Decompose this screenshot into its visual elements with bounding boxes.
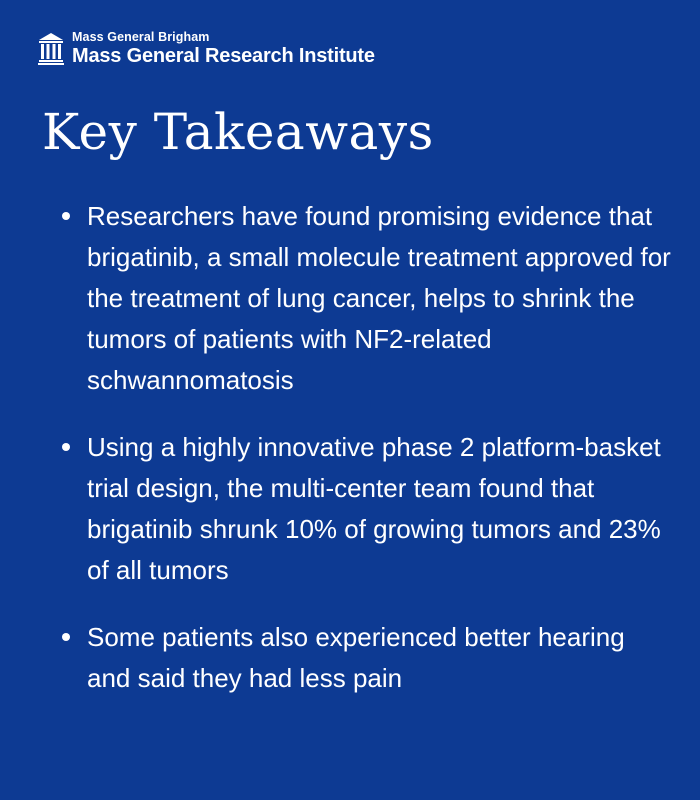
brand-text — [72, 30, 375, 67]
takeaway-text: Some patients also experienced better hearing and said they had less pain — [87, 622, 625, 693]
takeaway-text: Using a highly innovative phase 2 platform-basket trial design, the multi-center team found that brigatinib shrunk 10% of growing tumors and 23% of all tumors — [87, 432, 661, 585]
org-name: Mass General Brigham — [72, 30, 210, 44]
takeaway-text: Researchers have found promising evidence that brigatinib, a small molecule treatment approved for the treatment of lung cancer, helps to shrink the tumors of patients with NF2-related schwannomatosis — [87, 201, 671, 395]
bullet-icon — [62, 212, 70, 220]
institute-name: Mass General Research Institute — [72, 45, 375, 67]
brand-header — [38, 30, 375, 67]
bullet-icon — [62, 443, 70, 451]
list-item — [62, 196, 672, 401]
list-item — [62, 427, 672, 591]
takeaways-list — [62, 196, 672, 725]
list-item — [62, 617, 672, 699]
building-columns-icon — [38, 32, 64, 66]
bullet-icon — [62, 633, 70, 641]
page-title: Key Takeaways — [42, 103, 434, 161]
